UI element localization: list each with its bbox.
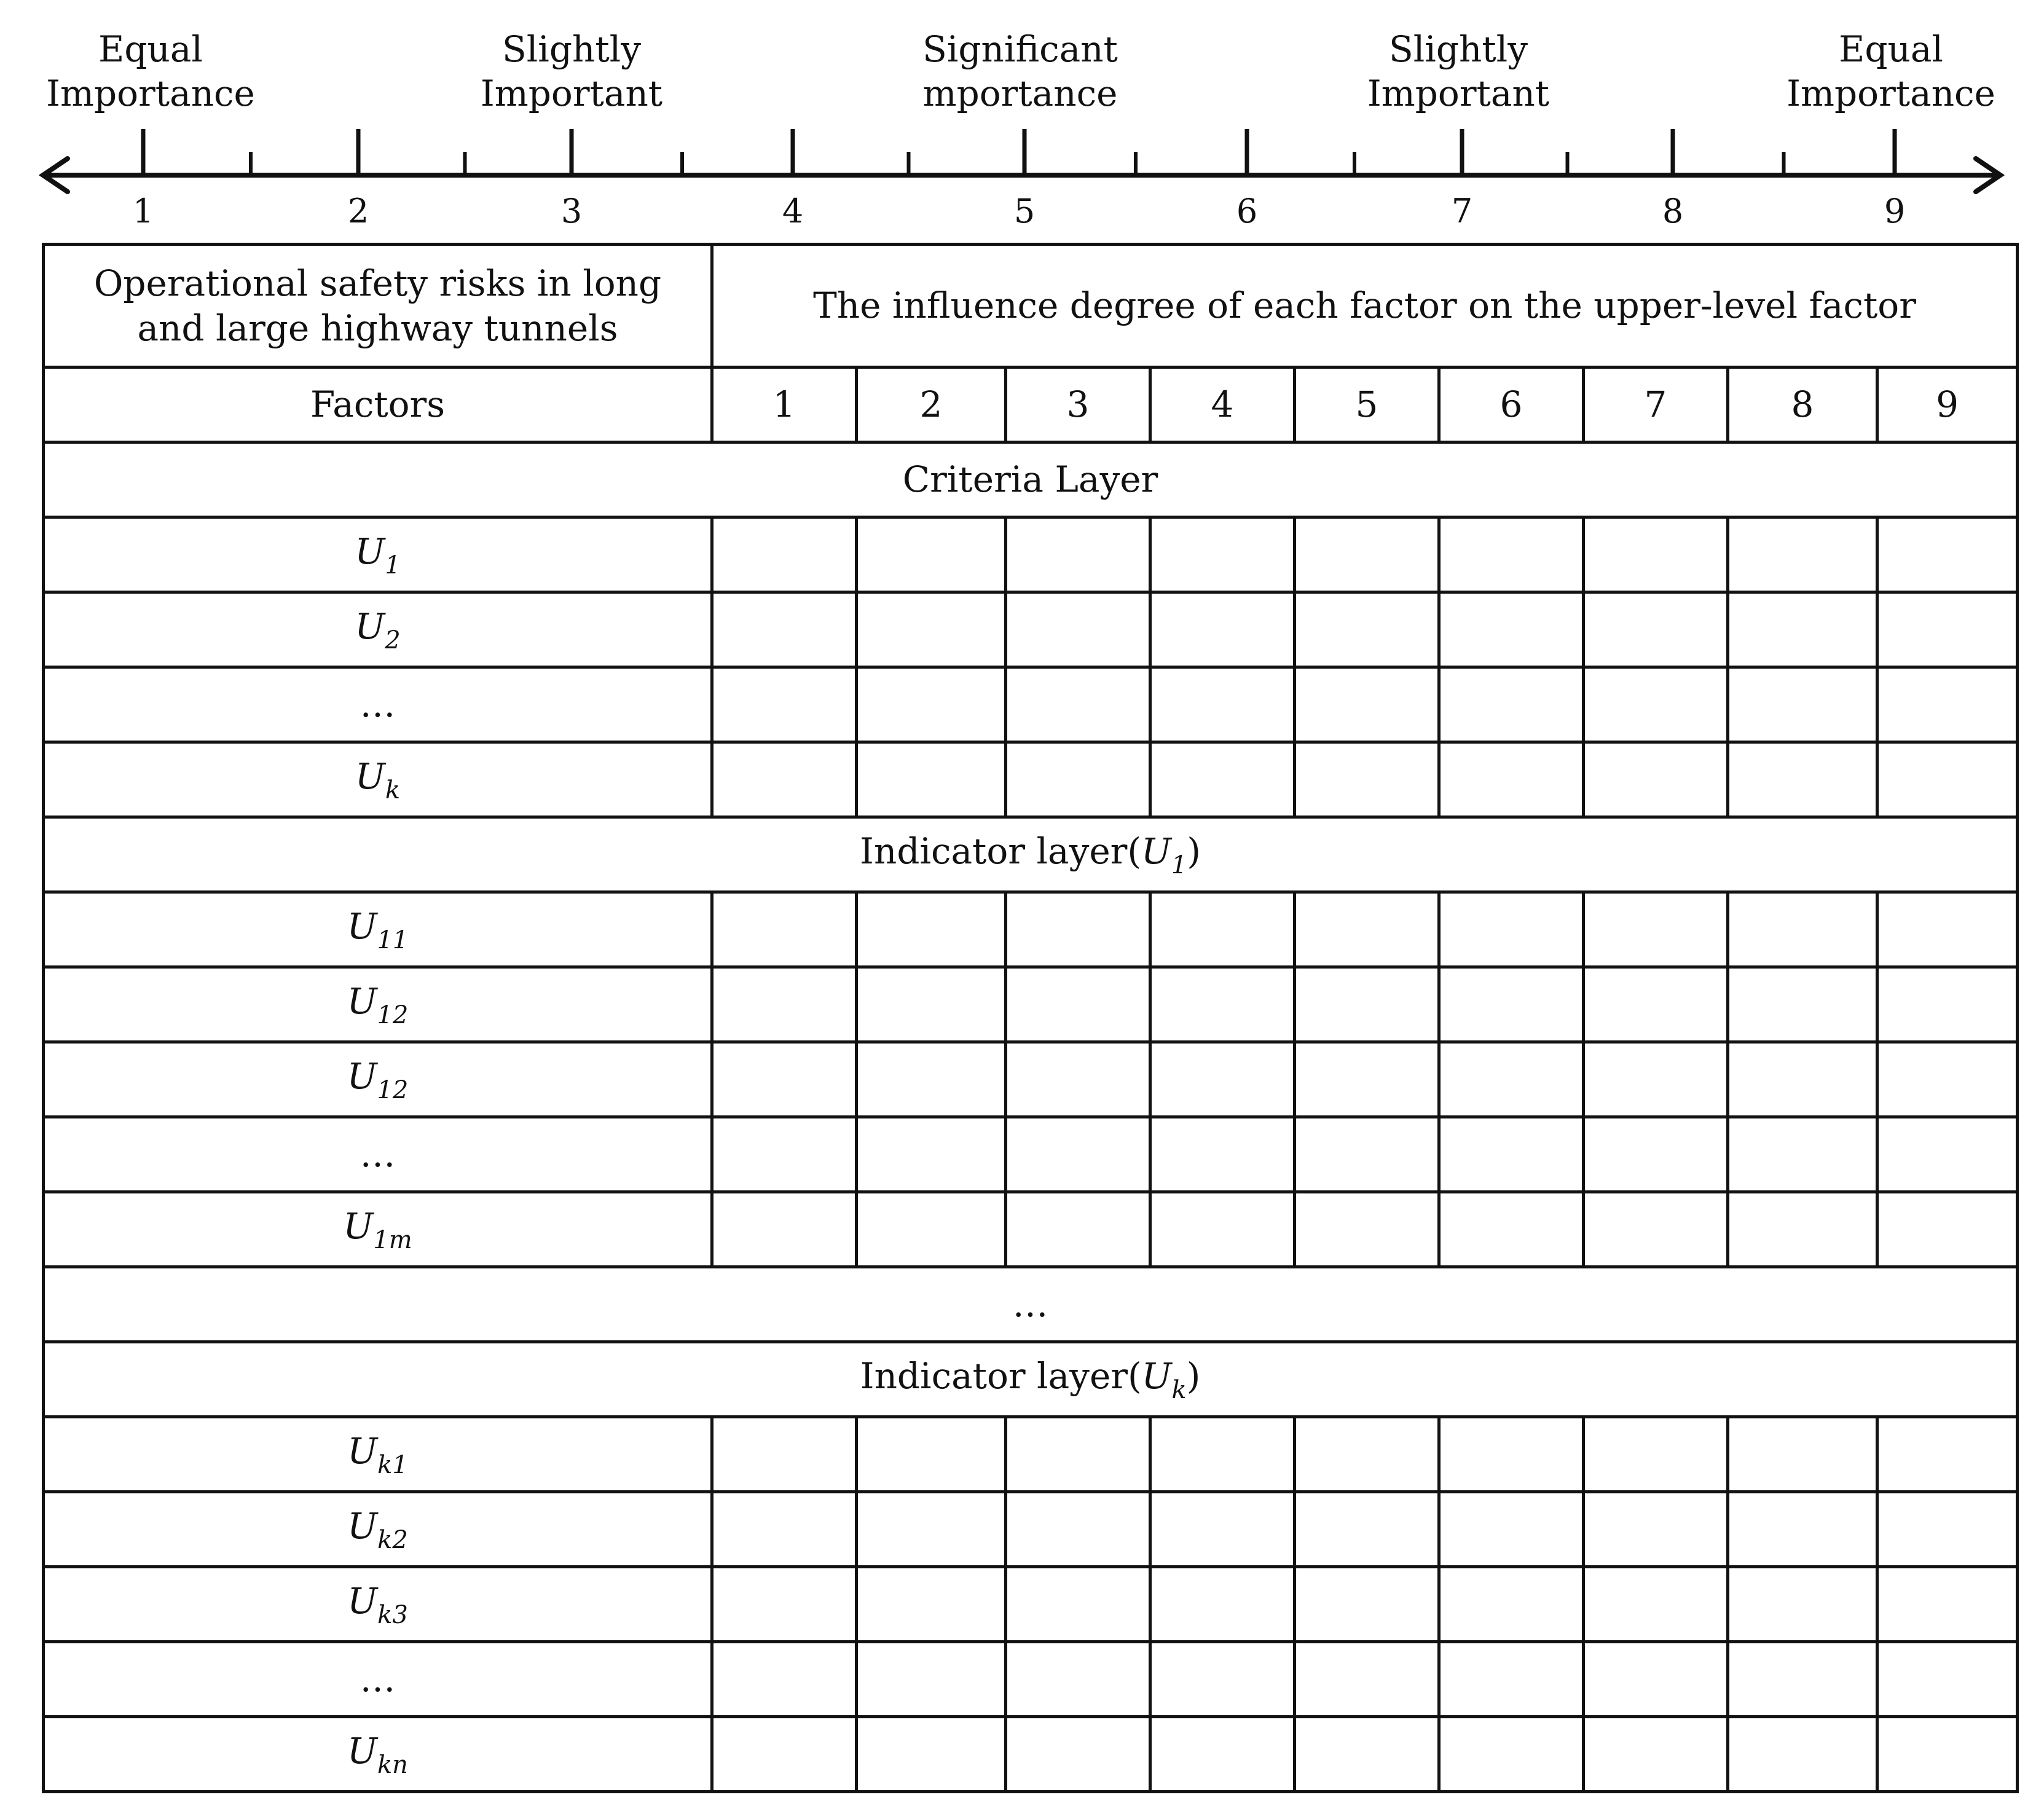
factor-symbol: U	[347, 1055, 377, 1097]
rating-cell[interactable]	[712, 1417, 857, 1492]
factor-row	[44, 1042, 2018, 1117]
rating-cell[interactable]	[1006, 517, 1150, 592]
factor-label	[44, 1492, 712, 1567]
rating-cell[interactable]	[1439, 1042, 1584, 1117]
rating-cell[interactable]	[1150, 1567, 1295, 1642]
rating-cell[interactable]	[1877, 967, 2018, 1042]
scale-column-header: 4	[1150, 367, 1295, 442]
rating-cell[interactable]	[857, 1567, 1006, 1642]
rating-cell[interactable]	[1295, 1042, 1439, 1117]
rating-cell[interactable]	[1150, 1642, 1295, 1717]
rating-cell[interactable]	[1728, 592, 1877, 667]
rating-cell[interactable]	[1728, 1417, 1877, 1492]
rating-cell[interactable]	[1877, 892, 2018, 967]
rating-cell[interactable]	[1150, 667, 1295, 742]
rating-cell[interactable]	[857, 1642, 1006, 1717]
rating-cell[interactable]	[712, 592, 857, 667]
rating-cell[interactable]	[1584, 1567, 1728, 1642]
rating-cell[interactable]	[1728, 967, 1877, 1042]
scale-number-label: 7	[1451, 192, 1473, 230]
layer-variable-subscript: k	[1171, 1375, 1187, 1404]
scale-number-label: 2	[347, 192, 369, 230]
factor-subscript: 1m	[373, 1225, 412, 1254]
scale-number-label: 5	[1013, 192, 1036, 230]
rating-cell[interactable]	[857, 967, 1006, 1042]
scale-importance-label: Slightly	[1389, 28, 1528, 70]
rating-cell[interactable]	[1877, 1417, 2018, 1492]
scale-column-header: 3	[1006, 367, 1150, 442]
criteria-layer-heading: Criteria Layer	[44, 442, 2018, 517]
rating-cell[interactable]	[857, 892, 1006, 967]
rating-cell[interactable]	[1584, 1042, 1728, 1117]
rating-cell[interactable]	[1295, 1417, 1439, 1492]
factor-label	[44, 1567, 712, 1642]
factor-row	[44, 517, 2018, 592]
rating-cell[interactable]	[857, 1042, 1006, 1117]
rating-cell[interactable]	[712, 1567, 857, 1642]
factor-subscript: 1	[385, 551, 401, 580]
rating-cell[interactable]	[712, 1492, 857, 1567]
factor-subscript: k	[385, 776, 401, 804]
rating-cell[interactable]	[712, 742, 857, 817]
rating-cell[interactable]	[1295, 667, 1439, 742]
scale-number-label: 6	[1236, 192, 1258, 230]
layer-label-text: Indicator layer(	[860, 830, 1142, 872]
factor-label	[44, 1117, 712, 1192]
factor-symbol: U	[347, 980, 377, 1022]
factor-label	[44, 1642, 712, 1717]
rating-cell[interactable]	[1295, 1117, 1439, 1192]
layer-variable-base: U	[1141, 1354, 1172, 1397]
factor-symbol: U	[347, 1579, 378, 1622]
rating-cell[interactable]	[1877, 1642, 2018, 1717]
rating-cell[interactable]	[1439, 592, 1584, 667]
rating-cell[interactable]	[1877, 517, 2018, 592]
factor-symbol: U	[347, 1504, 378, 1547]
factor-subscript: 12	[377, 1075, 409, 1104]
rating-cell[interactable]	[1006, 1417, 1150, 1492]
rating-cell[interactable]	[1006, 1117, 1150, 1192]
factor-subscript: k1	[377, 1450, 408, 1479]
rating-cell[interactable]	[1295, 742, 1439, 817]
rating-cell[interactable]	[1877, 742, 2018, 817]
factor-row	[44, 1492, 2018, 1567]
rating-cell[interactable]	[712, 1642, 857, 1717]
rating-cell[interactable]	[857, 517, 1006, 592]
scale-number-label: 3	[560, 192, 583, 230]
rating-cell[interactable]	[1150, 517, 1295, 592]
rating-cell[interactable]	[1439, 742, 1584, 817]
rating-cell[interactable]	[1150, 592, 1295, 667]
rating-cell[interactable]	[1439, 1492, 1584, 1567]
rating-cell[interactable]	[1728, 892, 1877, 967]
factor-label	[44, 1417, 712, 1492]
rating-cell[interactable]	[712, 1717, 857, 1792]
factor-subscript: k3	[377, 1600, 408, 1629]
indicator-layer-uk-heading	[44, 1342, 2018, 1417]
rating-cell[interactable]	[1006, 1492, 1150, 1567]
scale-column-header: 1	[712, 367, 857, 442]
factor-symbol: U	[343, 1205, 374, 1247]
factor-label	[44, 592, 712, 667]
rating-cell[interactable]	[1006, 1567, 1150, 1642]
influence-degree-header: The influence degree of each factor on the upper-level factor	[712, 245, 2018, 367]
layer-label-close: )	[1186, 1354, 1201, 1397]
rating-cell[interactable]	[1877, 1192, 2018, 1267]
rating-cell[interactable]	[1439, 967, 1584, 1042]
scale-importance-label: Importance	[46, 73, 255, 114]
factor-label	[44, 667, 712, 742]
rating-cell[interactable]	[1295, 517, 1439, 592]
rating-cell[interactable]	[1877, 1717, 2018, 1792]
layer-variable	[1141, 830, 1187, 879]
pairwise-comparison-table	[42, 243, 2019, 1793]
rating-cell[interactable]	[1295, 1192, 1439, 1267]
rating-cell[interactable]	[1006, 892, 1150, 967]
rating-cell[interactable]	[1439, 1192, 1584, 1267]
rating-cell[interactable]	[1584, 1417, 1728, 1492]
rating-cell[interactable]	[1584, 1192, 1728, 1267]
factor-symbol: U	[347, 1729, 377, 1772]
scale-importance-label: mportance	[922, 73, 1118, 114]
rating-cell[interactable]	[1877, 1117, 2018, 1192]
factor-label	[44, 517, 712, 592]
scale-number-label: 9	[1884, 192, 1906, 230]
section-ellipsis-row: …	[44, 1267, 2018, 1342]
rating-cell[interactable]	[1728, 1567, 1877, 1642]
rating-cell[interactable]	[1150, 967, 1295, 1042]
rating-cell[interactable]	[1150, 892, 1295, 967]
rating-cell[interactable]	[1584, 967, 1728, 1042]
scale-column-header: 5	[1295, 367, 1439, 442]
rating-cell[interactable]	[1584, 517, 1728, 592]
scale-importance-label: Equal	[1839, 28, 1943, 70]
scale-column-header: 8	[1728, 367, 1877, 442]
scale-importance-label: Slightly	[502, 28, 641, 70]
rating-cell[interactable]	[1877, 1492, 2018, 1567]
rating-cell[interactable]	[1006, 1042, 1150, 1117]
factor-row	[44, 967, 2018, 1042]
rating-cell[interactable]	[1295, 967, 1439, 1042]
rating-cell[interactable]	[712, 1042, 857, 1117]
factor-subscript: 12	[377, 1000, 409, 1029]
scale-column-header: 2	[857, 367, 1006, 442]
factor-label	[44, 967, 712, 1042]
rating-cell[interactable]	[1584, 1492, 1728, 1567]
scale-column-header: 6	[1439, 367, 1584, 442]
rating-cell[interactable]	[1728, 1492, 1877, 1567]
factor-row	[44, 1192, 2018, 1267]
rating-cell[interactable]	[1439, 1717, 1584, 1792]
scale-column-header: 9	[1877, 367, 2018, 442]
rating-cell[interactable]	[1584, 592, 1728, 667]
rating-cell[interactable]	[1295, 1492, 1439, 1567]
factor-label	[44, 1042, 712, 1117]
layer-variable	[1141, 1354, 1187, 1404]
rating-cell[interactable]	[1728, 667, 1877, 742]
rating-cell[interactable]	[857, 742, 1006, 817]
rating-cell[interactable]	[712, 892, 857, 967]
factor-symbol: U	[355, 605, 385, 647]
rating-cell[interactable]	[1728, 517, 1877, 592]
rating-cell[interactable]	[1728, 1642, 1877, 1717]
rating-cell[interactable]	[1584, 1117, 1728, 1192]
factor-label	[44, 892, 712, 967]
scale-importance-label: Importance	[1787, 73, 1995, 114]
rating-cell[interactable]	[1006, 1717, 1150, 1792]
factor-subscript: 11	[377, 926, 409, 954]
rating-cell[interactable]	[1877, 667, 2018, 742]
layer-label-close: )	[1187, 830, 1201, 872]
rating-cell[interactable]	[1439, 517, 1584, 592]
factor-symbol: …	[360, 1658, 396, 1700]
factor-subscript: kn	[377, 1750, 408, 1779]
rating-cell[interactable]	[1439, 1567, 1584, 1642]
rating-cell[interactable]	[712, 667, 857, 742]
factor-symbol: …	[360, 1133, 396, 1176]
factor-row	[44, 1717, 2018, 1792]
rating-cell[interactable]	[1006, 1192, 1150, 1267]
rating-cell[interactable]	[1584, 742, 1728, 817]
factor-label	[44, 742, 712, 817]
rating-cell[interactable]	[1439, 667, 1584, 742]
layer-variable-base: U	[1141, 830, 1171, 872]
factor-symbol: …	[360, 683, 396, 726]
rating-cell[interactable]	[1295, 892, 1439, 967]
scale-importance-label: Important	[1367, 73, 1550, 114]
rating-cell[interactable]	[1584, 1717, 1728, 1792]
rating-cell[interactable]	[1728, 742, 1877, 817]
rating-cell[interactable]	[1439, 1117, 1584, 1192]
factor-row	[44, 667, 2018, 742]
factor-label	[44, 1717, 712, 1792]
importance-scale	[0, 0, 2044, 234]
scale-number-label: 8	[1662, 192, 1684, 230]
rating-cell[interactable]	[857, 1117, 1006, 1192]
rating-cell[interactable]	[857, 592, 1006, 667]
indicator-layer-u1-heading	[44, 817, 2018, 892]
rating-cell[interactable]	[1295, 1567, 1439, 1642]
rating-cell[interactable]	[1877, 592, 2018, 667]
layer-variable-subscript: 1	[1171, 851, 1187, 879]
rating-cell[interactable]	[1295, 1642, 1439, 1717]
factor-row	[44, 1117, 2018, 1192]
factors-header: Factors	[44, 367, 712, 442]
scale-number-label: 1	[132, 192, 154, 230]
rating-cell[interactable]	[1728, 1717, 1877, 1792]
rating-cell[interactable]	[857, 1192, 1006, 1267]
factor-label	[44, 1192, 712, 1267]
scale-axis-line	[43, 159, 2000, 192]
rating-cell[interactable]	[857, 1717, 1006, 1792]
layer-label-text: Indicator layer(	[860, 1354, 1142, 1397]
rating-cell[interactable]	[712, 1192, 857, 1267]
rating-cell[interactable]	[712, 967, 857, 1042]
rating-cell[interactable]	[1150, 1192, 1295, 1267]
rating-cell[interactable]	[1584, 892, 1728, 967]
factor-subscript: 2	[385, 626, 401, 654]
rating-cell[interactable]	[1295, 1717, 1439, 1792]
table-title-cell: Operational safety risks in long and large highway tunnels	[44, 245, 712, 367]
rating-cell[interactable]	[1877, 1567, 2018, 1642]
rating-cell[interactable]	[1006, 667, 1150, 742]
rating-cell[interactable]	[1006, 592, 1150, 667]
rating-cell[interactable]	[1439, 1417, 1584, 1492]
rating-cell[interactable]	[1150, 1417, 1295, 1492]
rating-cell[interactable]	[1295, 592, 1439, 667]
rating-cell[interactable]	[1877, 1042, 2018, 1117]
scale-importance-label: Important	[480, 73, 663, 114]
scale-importance-label: Equal	[98, 28, 203, 70]
rating-cell[interactable]	[1728, 1117, 1877, 1192]
scale-number-label: 4	[782, 192, 804, 230]
rating-cell[interactable]	[712, 1117, 857, 1192]
factor-symbol: U	[355, 755, 385, 797]
rating-cell[interactable]	[1006, 967, 1150, 1042]
scale-importance-label: Significant	[922, 28, 1118, 70]
rating-cell[interactable]	[1439, 892, 1584, 967]
rating-cell[interactable]	[1150, 1042, 1295, 1117]
rating-cell[interactable]	[857, 1417, 1006, 1492]
rating-cell[interactable]	[712, 517, 857, 592]
rating-cell[interactable]	[1150, 1117, 1295, 1192]
rating-cell[interactable]	[1584, 1642, 1728, 1717]
factor-symbol: U	[347, 1429, 378, 1472]
rating-cell[interactable]	[1439, 1642, 1584, 1717]
rating-cell[interactable]	[1150, 1492, 1295, 1567]
factor-row	[44, 892, 2018, 967]
rating-cell[interactable]	[1728, 1192, 1877, 1267]
scale-column-header: 7	[1584, 367, 1728, 442]
factor-symbol: U	[347, 905, 377, 947]
rating-cell[interactable]	[1006, 1642, 1150, 1717]
factor-row	[44, 742, 2018, 817]
rating-cell[interactable]	[1584, 667, 1728, 742]
rating-cell[interactable]	[857, 667, 1006, 742]
factor-subscript: k2	[377, 1525, 408, 1554]
factor-row	[44, 1417, 2018, 1492]
rating-cell[interactable]	[1150, 742, 1295, 817]
factor-row	[44, 592, 2018, 667]
factor-row	[44, 1642, 2018, 1717]
rating-cell[interactable]	[1728, 1042, 1877, 1117]
rating-cell[interactable]	[1150, 1717, 1295, 1792]
factor-row	[44, 1567, 2018, 1642]
rating-cell[interactable]	[1006, 742, 1150, 817]
rating-cell[interactable]	[857, 1492, 1006, 1567]
factor-symbol: U	[355, 530, 385, 572]
